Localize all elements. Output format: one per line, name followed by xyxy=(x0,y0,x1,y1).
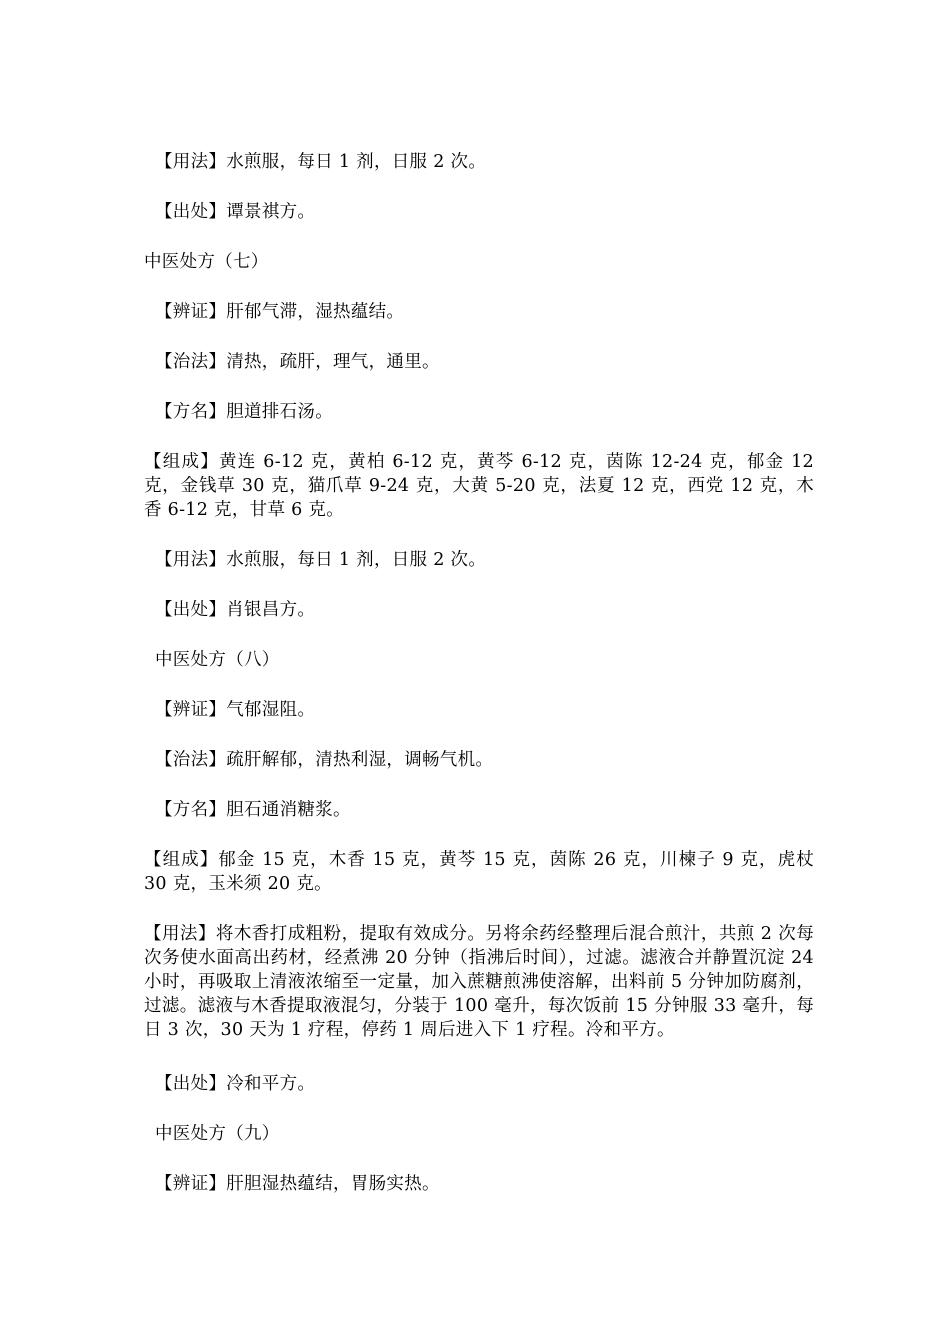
source-line-8: 【出处】冷和平方。 xyxy=(155,1074,316,1094)
usage-line-7: 【用法】水煎服，每日 1 剂，日服 2 次。 xyxy=(155,550,487,570)
treatment-line-7: 【治法】清热，疏肝，理气，通里。 xyxy=(155,352,440,372)
section-heading-7: 中医处方（七） xyxy=(144,252,269,272)
source-line-7: 【出处】肖银昌方。 xyxy=(155,600,316,620)
section-heading-9: 中医处方（九） xyxy=(155,1124,280,1144)
usage-paragraph-8: 【用法】将木香打成粗粉，提取有效成分。另将余药经整理后混合煎汁，共煎 2 次每次务使水面高出药材，经煮沸 20 分钟（指沸后时间），过滤。滤液合并静置沉淀 24 小时，再吸取上清液浓缩至一定量，加入蔗糖煎沸使溶解，出料前 5 分钟加防腐剂，过滤。滤液与木香提取液混匀，分装于 100 毫升，每次饭前 15 分钟服 33 毫升，每日 3 次，30 天为 1 疗程，停药 1 周后进入下 1 疗程。冷和平方。 xyxy=(144,924,814,1040)
usage-line-6: 【用法】水煎服，每日 1 剂，日服 2 次。 xyxy=(155,152,487,172)
diagnosis-line-9: 【辨证】肝胆湿热蕴结，胃肠实热。 xyxy=(155,1174,440,1194)
composition-paragraph-7: 【组成】黄连 6-12 克，黄柏 6-12 克，黄芩 6-12 克，茵陈 12-24 克，郁金 12 克，金钱草 30 克，猫爪草 9-24 克，大黄 5-20 克，法夏 12 克，西党 12 克，木香 6-12 克，甘草 6 克。 xyxy=(144,452,814,520)
composition-paragraph-8: 【组成】郁金 15 克，木香 15 克，黄芩 15 克，茵陈 26 克，川楝子 9 克，虎杖 30 克，玉米须 20 克。 xyxy=(144,850,814,894)
source-line-6: 【出处】谭景祺方。 xyxy=(155,202,316,222)
treatment-line-8: 【治法】疏肝解郁，清热利湿，调畅气机。 xyxy=(155,750,494,770)
prescription-name-8: 【方名】胆石通消糖浆。 xyxy=(155,800,351,820)
diagnosis-line-8: 【辨证】气郁湿阻。 xyxy=(155,700,316,720)
prescription-name-7: 【方名】胆道排石汤。 xyxy=(155,402,333,422)
section-heading-8: 中医处方（八） xyxy=(155,650,280,670)
diagnosis-line-7: 【辨证】肝郁气滞，湿热蕴结。 xyxy=(155,302,405,322)
